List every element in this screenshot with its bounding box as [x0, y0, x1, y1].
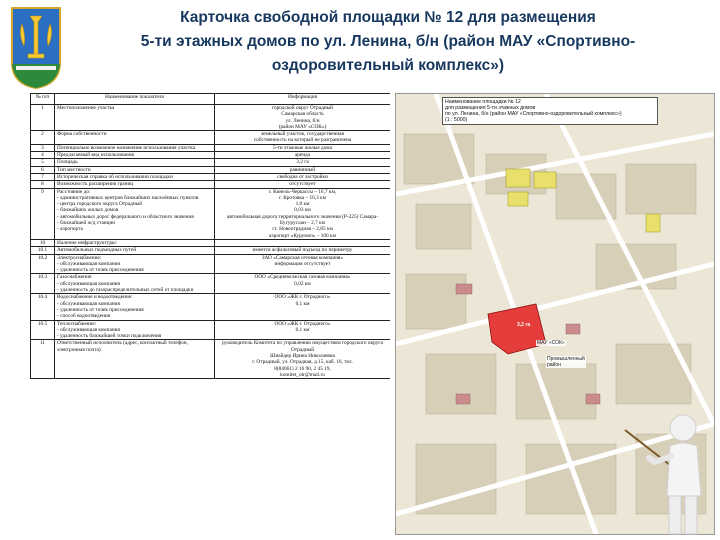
- table-row: [31, 294, 391, 320]
- row-information: ООО «ЖК г. Отрадного» 0,1 км: [215, 294, 391, 320]
- row-number: 10: [31, 239, 55, 246]
- presenter-figure-illustration: [615, 400, 715, 536]
- table-row: [31, 105, 391, 131]
- table-row: [31, 173, 391, 180]
- row-indicator: Наличие инфраструктуры:: [55, 239, 215, 246]
- row-number: 5: [31, 159, 55, 166]
- row-information: [215, 239, 391, 246]
- row-number: 8: [31, 181, 55, 188]
- row-indicator: Тип местности: [55, 166, 215, 173]
- title-line-3: оздоровительный комплекс»): [271, 57, 505, 74]
- row-information: 5-ти этажные жилые дома: [215, 144, 391, 151]
- row-number: 10.2: [31, 254, 55, 274]
- row-number: 9: [31, 188, 55, 239]
- info-table-container: [30, 93, 390, 533]
- row-information: равнинный: [215, 166, 391, 173]
- row-indicator: Автомобильных подъездных путей: [55, 247, 215, 254]
- row-number: 10.4: [31, 294, 55, 320]
- row-information: 3,2 га: [215, 159, 391, 166]
- table-body: [31, 105, 391, 379]
- row-number: 6: [31, 166, 55, 173]
- row-information: городской округ Отрадный Самарская область ул. Ленина, б/н (район МАУ «СОК»): [215, 105, 391, 131]
- row-indicator: Теплоснабжение: - обслуживающая компания - удаленность ближайшей точки подключения: [55, 320, 215, 340]
- table-row: [31, 254, 391, 274]
- table-row: [31, 181, 391, 188]
- row-information: ООО «Средневолжская газовая компания» 0,02 км: [215, 274, 391, 294]
- title-line-1: Карточка свободной площадки № 12 для размещения: [180, 9, 596, 26]
- table-row: [31, 274, 391, 294]
- header-info: Информация: [215, 94, 391, 105]
- table-row: [31, 144, 391, 151]
- row-indicator: Местоположение участка: [55, 105, 215, 131]
- row-information: г. Кинель-Черкассы – 16,7 км, г. Кротовка – 16,3 км 1,8 км 0,03 км автомобильная дорога территориального значения (Р-225) Самара-Бугуруслан – 2,7 км ст. Новоотрадная – 2,85 км аэропорт «Курумоч» – 100 км: [215, 188, 391, 239]
- map-caption: Наименование площадки № 12 для размещения 5-ти этажных домов по ул. Ленина, б/н (район МАУ «Спортивно-оздоровительный комплекс») (1 : 5000): [442, 97, 658, 125]
- row-information: ООО «ЖК г. Отрадного» 0,1 км: [215, 320, 391, 340]
- row-information: свободна от застройки: [215, 173, 391, 180]
- map-label-sok: МАУ «СОК»: [537, 340, 565, 346]
- row-number: 3: [31, 144, 55, 151]
- row-information: руководитель Комитета по управлению имуществом городского округа Отрадный Шнайдер Ирина Николаевна г. Отрадный, ул. Отрадная, д.15, каб. 16, тел. 8(84661) 2 16 90, 2 45 19, komitet_otr@mail.ru: [215, 340, 391, 379]
- row-indicator: Площадь: [55, 159, 215, 166]
- row-information: имеется асфальтовый подъезд по периметру: [215, 247, 391, 254]
- table-row: [31, 320, 391, 340]
- row-number: 1: [31, 105, 55, 131]
- row-indicator: Электроснабжение: - обслуживающая компания - удаленность от точек присоединения: [55, 254, 215, 274]
- row-indicator: Возможность расширения границ: [55, 181, 215, 188]
- row-indicator: Предлагаемый вид использования: [55, 152, 215, 159]
- row-number: 7: [31, 173, 55, 180]
- table-row: [31, 188, 391, 239]
- table-row: [31, 152, 391, 159]
- row-indicator: Расстояние до: - административных центров ближайших населённых пунктов - центра городского округа Отрадный - ближайших жилых домов - автомобильных дорог федерального и областного значения - ближайшей ж/д станции - аэропорта: [55, 188, 215, 239]
- row-number: 10.1: [31, 247, 55, 254]
- row-information: аренда: [215, 152, 391, 159]
- row-number: 4: [31, 152, 55, 159]
- table-row: [31, 131, 391, 145]
- page-title: [78, 6, 698, 78]
- row-indicator: Ответственный исполнитель (адрес, контактный телефон, электронная почта): [55, 340, 215, 379]
- table-header-row: [31, 94, 391, 105]
- map-label-industrial: Промышленный район: [547, 356, 585, 368]
- table-row: [31, 166, 391, 173]
- row-number: 10.3: [31, 274, 55, 294]
- row-indicator: Форма собственности: [55, 131, 215, 145]
- row-number: 11: [31, 340, 55, 379]
- table-row: [31, 247, 391, 254]
- row-indicator: Водоснабжение и водоотведение: - обслуживающая компания - удаленность от точек присоединения - способ водоотведения: [55, 294, 215, 320]
- info-table: [30, 93, 390, 379]
- row-information: отсутствует: [215, 181, 391, 188]
- title-line-2: 5-ти этажных домов по ул. Ленина, б/н (район МАУ «Спортивно-: [140, 33, 636, 50]
- row-indicator: Газоснабжение: - обслуживающая компания - удаленность до газораспределительных сетей от площадки: [55, 274, 215, 294]
- row-information: земельный участок, государственная собственность на который не разграничена: [215, 131, 391, 145]
- table-row: [31, 340, 391, 379]
- row-number: 10.5: [31, 320, 55, 340]
- plot-area-label: 3,2 га: [517, 322, 531, 328]
- header-num: № п/п: [31, 94, 55, 105]
- row-number: 2: [31, 131, 55, 145]
- row-information: ЗАО «Самарская сетевая компания» информация отсутствует: [215, 254, 391, 274]
- header-name: Наименование показателя: [55, 94, 215, 105]
- table-row: [31, 239, 391, 246]
- row-indicator: Историческая справка об использовании площадки: [55, 173, 215, 180]
- table-row: [31, 159, 391, 166]
- row-indicator: Потенциально возможное назначение использования участка: [55, 144, 215, 151]
- coat-of-arms-emblem: [8, 4, 64, 90]
